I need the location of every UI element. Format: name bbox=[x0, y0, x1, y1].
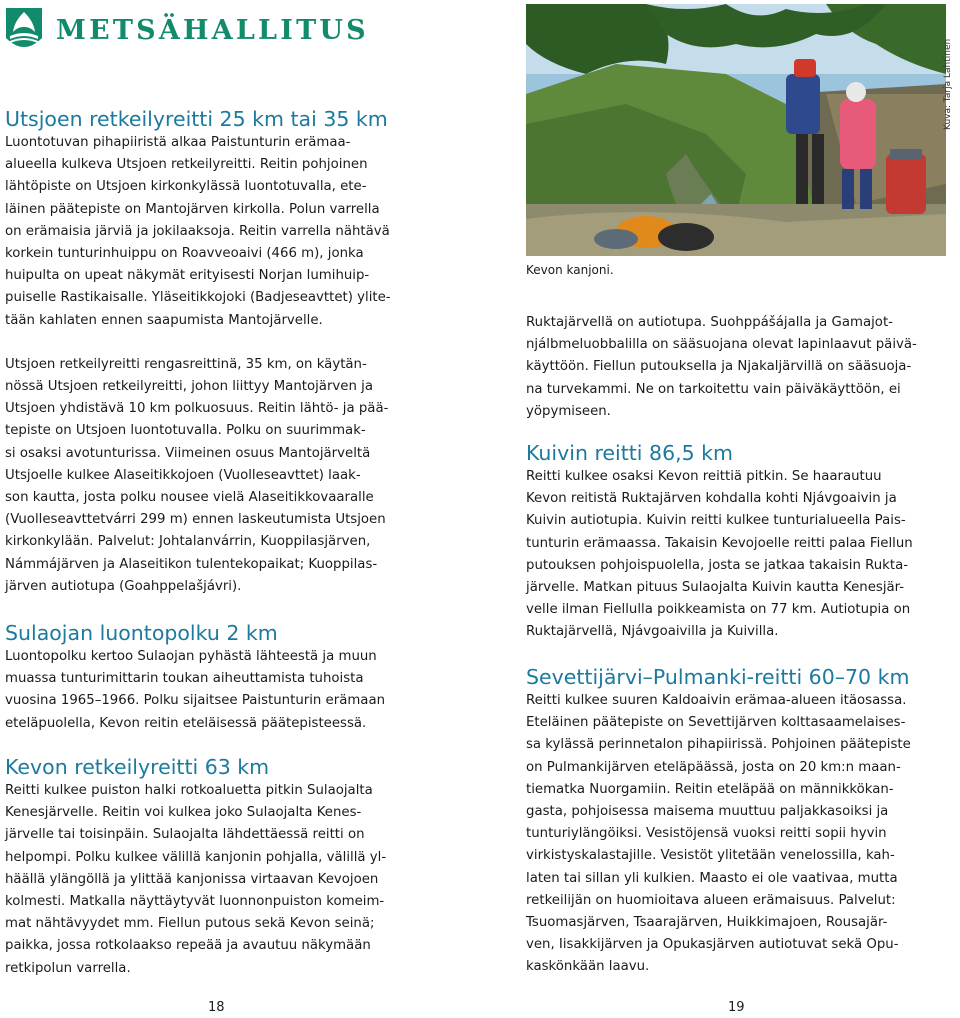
section-kuivin-reitti bbox=[526, 440, 946, 644]
section-title: Sulaojan luontopolku 2 km bbox=[5, 621, 278, 645]
paragraph: Reitti kulkee osaksi Kevon reittiä pitkin. Se haarautuu Kevon reitistä Ruktajärven kohdalla kohti Njávgoaivin ja Kuivin autiotupia. Kuivin reitti kulkee tunturialueella Pais- tunturin erämaassa. Takaisin Kevojoelle reitti palaa Fiellun putouksen pohjoispuolella, josta se jatkaa takaisin Rukta- järvelle. Matkan pituus Sulaojalta Kuivin kautta Kenesjär- velle ilman Fiellulla poikkeamista on 77 km. Autiotupia on Ruktajärvellä, Njávgoaivilla ja Kuivilla. bbox=[526, 469, 913, 640]
paragraph: Luontopolku kertoo Sulaojan pyhästä lähteestä ja muun muassa tunturimittarin toukan aiheuttamista tuhoista vuosina 1965–1966. Polku sijaitsee Paistunturin erämaan eteläpuolella, Kevon reitin eteläisessä päätepisteessä. bbox=[5, 649, 386, 731]
metsahallitus-logo bbox=[4, 4, 434, 56]
right-intro bbox=[526, 312, 946, 423]
section-title: Utsjoen retkeilyreitti 25 km tai 35 km bbox=[5, 107, 388, 131]
paragraph: Utsjoen retkeilyreitti rengasreittinä, 35 km, on käytän- nössä Utsjoen retkeilyreitti, johon liittyy Mantojärven ja Utsjoen yhdistävä 10 km polkuosuus. Reitin lähtö- ja pää- tepiste on Utsjoen luontotuvalla. Polku on suurimmak- si osaksi avotunturissa. Viimeinen osuus Mantojärveltä Utsjoelle kulkee Alaseitikkojoen (Vuolleseavttet) laak- son kautta, josta polku nousee vielä Alaseitikkovaaralle (Vuolleseavttetvárri 299 m) ennen laskeutumista Utsjoen kirkonkylään. Palvelut: Johtalanvárrin, Kuoppilasjärven, Námmájärven ja Alaseitikon tulentekopaikat; Kuoppilas- järven autiotupa (Goahppelašjávri). bbox=[5, 356, 389, 594]
tree-emblem-icon bbox=[4, 6, 44, 54]
paragraph: Luontotuvan pihapiiristä alkaa Paistunturin erämaa- alueella kulkeva Utsjoen retkeilyreitti. Reitin pohjoinen lähtöpiste on Utsjoen kirkonkylässä luontotuvalla, ete- läinen päätepiste on Mantojärven kirkolla. Polun varrella on erämaisia järviä ja jokilaaksoja. Reitin varrella nähtävä korkein tunturinhuippu on Roavveoaivi (466 m), jonka huipulta on upeat näkymät erityisesti Norjan lumihuip- puiselle Rastikaisalle. Yläseitikkojoki (Badjeseavttet) ylite- tään kahlaten ennen saapumista Mantojärvelle. bbox=[5, 135, 391, 328]
photo-credit: Kuva: Tarja Lahtinen bbox=[943, 38, 953, 130]
page-number-right: 19 bbox=[728, 1000, 745, 1015]
paragraph: Reitti kulkee puiston halki rotkoaluetta pitkin Sulaojalta Kenesjärvelle. Reitin voi kulkea joko Sulaojalta Kenes- järvelle tai toisinpäin. Sulaojalta lähdettäessä reitti on helpompi. Polku kulkee välillä kanjonin pohjalla, välillä yl- häällä ylängöllä ja ylittää kanjonissa virtaavan Kevojoen kolmesti. Matkalla näyttäytyvät luonnonpuiston komeim- mat nähtävyydet mm. Fiellun putous sekä Kevon seinä; paikka, jossa rotkolaakso repeää ja avautuu näkymään retkipolun varrella. bbox=[5, 783, 387, 976]
section-title: Kuivin reitti 86,5 km bbox=[526, 441, 734, 465]
page-number-left: 18 bbox=[208, 1000, 225, 1015]
section-kevon-retkeilyreitti bbox=[5, 754, 425, 980]
paragraph: Reitti kulkee suuren Kaldoaivin erämaa-alueen itäosassa. Eteläinen päätepiste on Sevettijärven kolttasaamelaises- sa kylässä perinnetalon pihapiirissä. Pohjoinen päätepiste on Pulmankijärven eteläpäässä, josta on 20 km:n maan- tiematka Nuorgamiin. Reitin eteläpää on männikkökan- gasta, pohjoisessa maisema muuttuu paljakkasoiksi ja tunturiylängöiksi. Vesistöjensä vuoksi reitti sopii hyvin virkistyskalastajille. Vesistöt ylitetään venelossilla, kah- laten tai sillan yli kulkien. Maasto ei ole vaativaa, mutta retkeilijän on huomioitava alueen erämaisuus. Palvelut: Tsuomasjärven, Tsaarajärven, Huikkimajoen, Rousajär- ven, Iisakkijärven ja Opukasjärven autiotuvat sekä Opu- kaskönkään laavu. bbox=[526, 693, 911, 975]
section-title: Kevon retkeilyreitti 63 km bbox=[5, 755, 270, 779]
canyon-photo bbox=[526, 4, 946, 256]
section-utsjoen-retkeilyreitti bbox=[5, 106, 425, 598]
paragraph: Ruktajärvellä on autiotupa. Suohppášájalla ja Gamajot- njálbmeluobbalilla on sääsuojana olevat lapinlaavut päivä- käyttöön. Fiellun putouksella ja Njakaljärvillä on sääsuoja- na turvekammi. Ne on tarkoitettu vain päiväkäyttöön, ei yöpymiseen. bbox=[526, 315, 917, 419]
section-sulaojan-luontopolku bbox=[5, 620, 425, 735]
brand-name: METSÄHALLITUS bbox=[56, 14, 369, 46]
photo-caption: Kevon kanjoni. bbox=[526, 263, 614, 277]
section-sevettijarvi-pulmanki bbox=[526, 664, 946, 979]
section-title: Sevettijärvi–Pulmanki-reitti 60–70 km bbox=[526, 665, 910, 689]
hikers-at-kevo-canyon-image bbox=[526, 4, 946, 256]
